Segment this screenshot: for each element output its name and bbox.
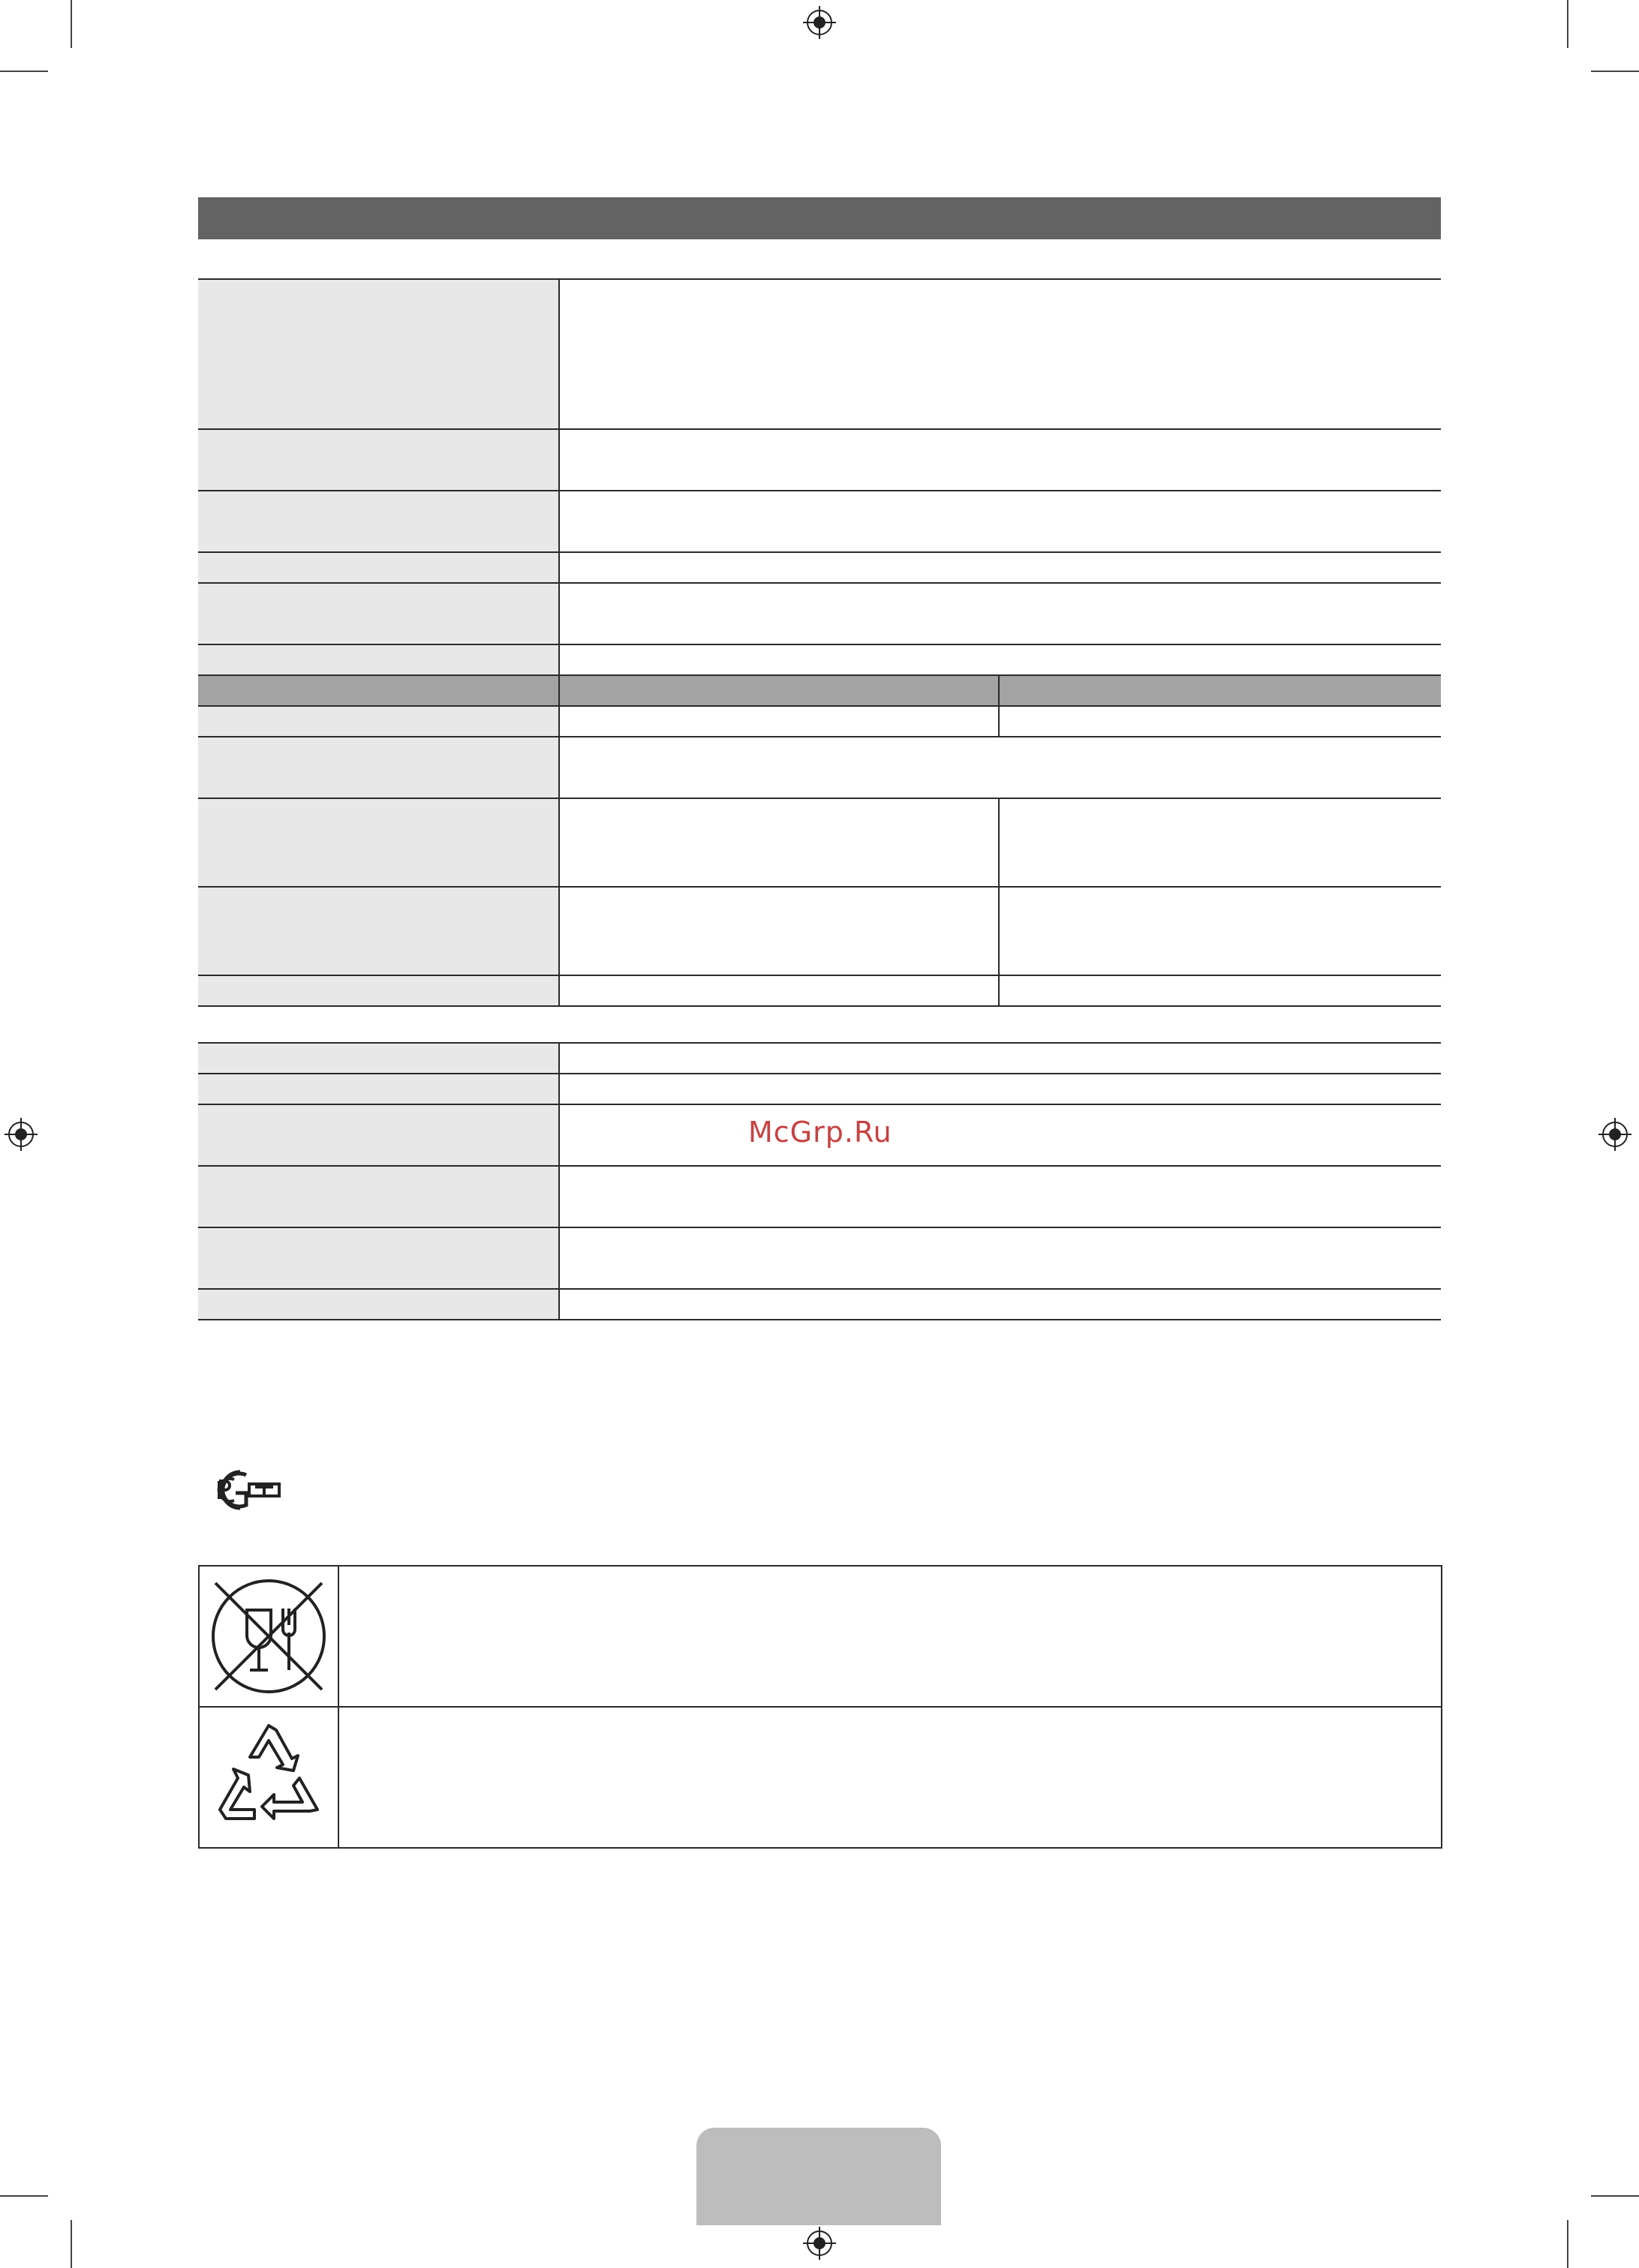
crop-mark [1567, 0, 1568, 48]
table-row [198, 1043, 1441, 1074]
row-value-cell [559, 706, 999, 737]
column-header-cell [559, 675, 999, 706]
symbol-icon-cell [200, 1708, 339, 1847]
table-row [198, 1074, 1441, 1104]
row-value-cell [559, 1227, 1441, 1289]
crop-mark [1567, 2220, 1568, 2268]
row-value-cell [559, 1289, 1441, 1320]
spec-table-secondary [198, 1042, 1441, 1320]
row-label-cell [198, 491, 559, 552]
symbols-info-box [198, 1565, 1442, 1849]
row-label-cell [198, 429, 559, 491]
registration-crosshair-icon [1598, 1118, 1631, 1151]
row-value-cell [559, 644, 1441, 675]
row-value-cell [559, 798, 999, 887]
table-row [198, 798, 1441, 887]
row-label-cell [198, 1104, 559, 1166]
row-label-cell [198, 1289, 559, 1320]
table-row [198, 1289, 1441, 1320]
row-value-cell [559, 491, 1441, 552]
row-value-cell [999, 798, 1441, 887]
row-label-cell [198, 1074, 559, 1104]
row-label-cell [198, 975, 559, 1006]
row-value-cell [999, 975, 1441, 1006]
watermark-text: McGrp.Ru [748, 1116, 892, 1149]
row-value-cell [559, 887, 999, 975]
table-row [198, 583, 1441, 644]
symbol-row [200, 1708, 1441, 1847]
symbol-row [200, 1567, 1441, 1708]
crop-mark [0, 2195, 48, 2197]
row-value-cell [559, 1074, 1441, 1104]
column-header-cell [198, 675, 559, 706]
row-value-cell [999, 887, 1441, 975]
row-label-cell [198, 1227, 559, 1289]
table-row [198, 706, 1441, 737]
row-label-cell [198, 644, 559, 675]
row-value-cell [559, 1166, 1441, 1227]
column-header-row [198, 675, 1441, 706]
row-label-cell [198, 583, 559, 644]
row-value-cell [559, 429, 1441, 491]
table-row [198, 279, 1441, 429]
table-row [198, 1227, 1441, 1289]
crop-mark [1591, 2195, 1639, 2197]
registration-crosshair-icon [803, 2227, 836, 2260]
column-header-cell [999, 675, 1441, 706]
row-value-cell [559, 1104, 1441, 1166]
row-label-cell [198, 798, 559, 887]
not-for-food-contact-icon [205, 1573, 332, 1700]
row-value-cell [999, 706, 1441, 737]
registration-crosshair-icon [803, 6, 836, 39]
spec-table-main [198, 278, 1441, 1007]
rst-certification-mark-icon [201, 1463, 285, 1517]
crop-mark [71, 0, 72, 48]
row-label-cell [198, 737, 559, 798]
row-value-cell [559, 737, 1441, 798]
table-row [198, 1166, 1441, 1227]
table-row [198, 491, 1441, 552]
row-label-cell [198, 887, 559, 975]
registration-crosshair-icon [5, 1118, 38, 1151]
table-row [198, 737, 1441, 798]
row-value-cell [559, 279, 1441, 429]
row-value-cell [559, 583, 1441, 644]
row-label-cell [198, 552, 559, 583]
section-header-bar [198, 197, 1441, 239]
table-row [198, 429, 1441, 491]
symbol-icon-cell [200, 1567, 339, 1706]
row-label-cell [198, 706, 559, 737]
row-label-cell [198, 1043, 559, 1074]
recycling-triangle-icon [205, 1714, 332, 1841]
row-label-cell [198, 279, 559, 429]
table-row [198, 552, 1441, 583]
crop-mark [0, 71, 48, 72]
row-value-cell [559, 975, 999, 1006]
crop-mark [1591, 71, 1639, 72]
page-number-tab [696, 2128, 941, 2225]
row-label-cell [198, 1166, 559, 1227]
crop-mark [71, 2220, 72, 2268]
table-row [198, 975, 1441, 1006]
table-row [198, 887, 1441, 975]
table-row [198, 644, 1441, 675]
row-value-cell [559, 552, 1441, 583]
row-value-cell [559, 1043, 1441, 1074]
